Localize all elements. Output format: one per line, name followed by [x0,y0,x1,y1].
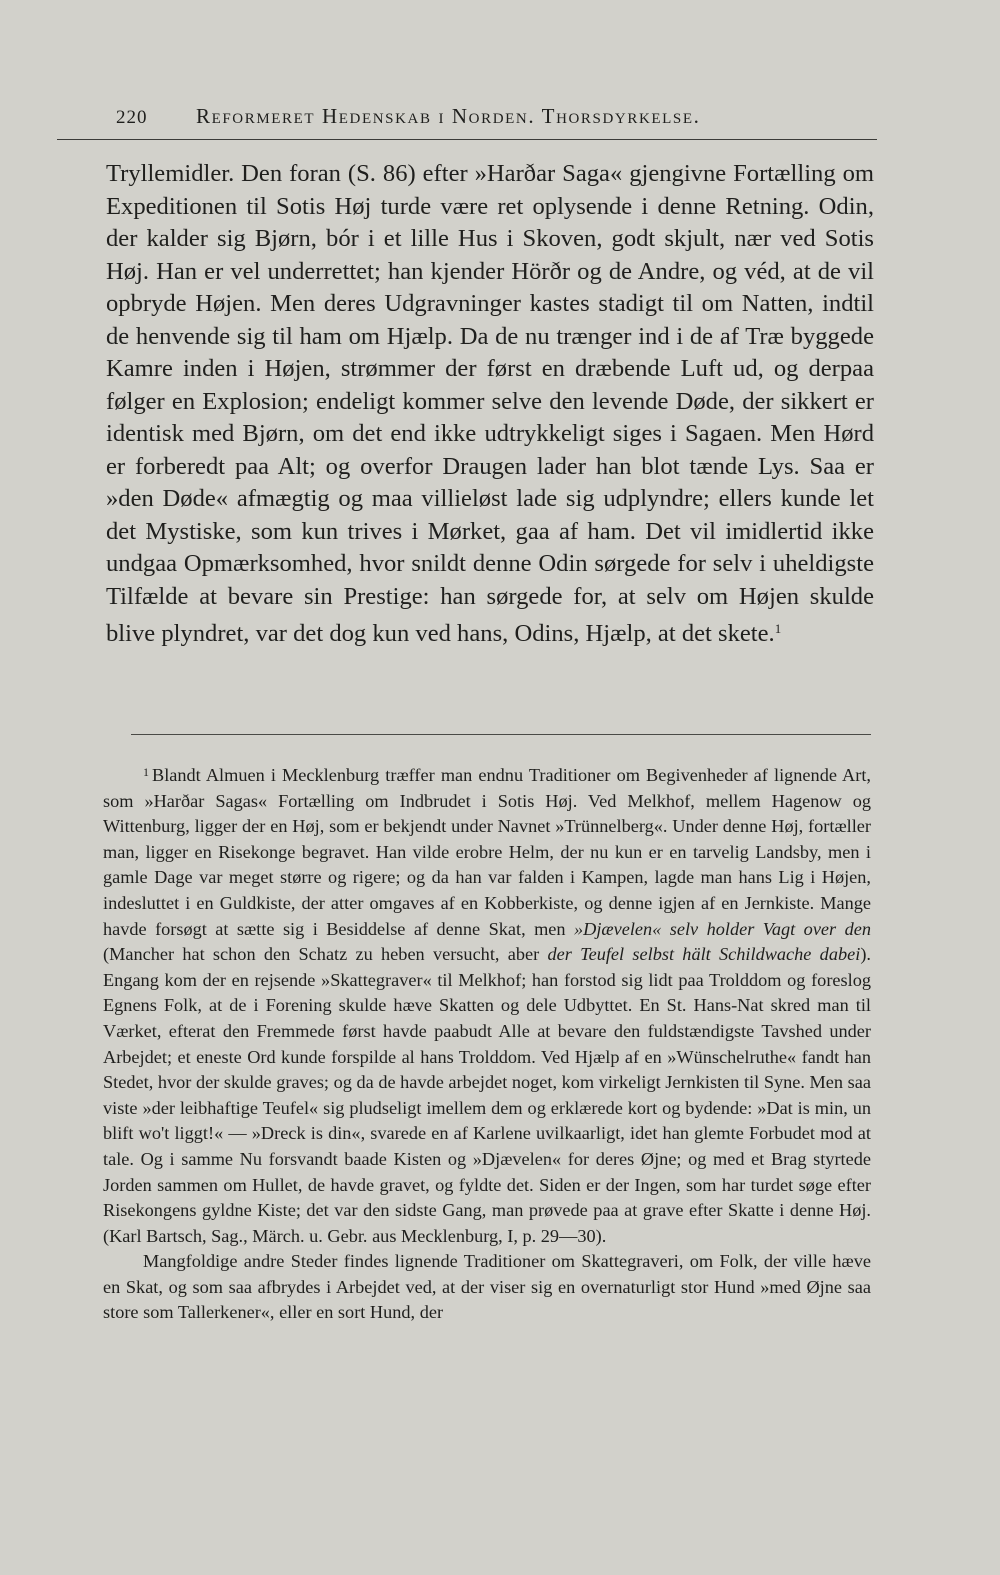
footnote-text-c: ). Engang kom der en rejsende »Skattegraver« til Melkhof; han forstod sig lidt paa Trolddom og foreslog Egnens Folk, at de i Forening skulde hæve Skatten og dele Udbyttet. En St. Hans-Nat skred man til Værket, efterat den Fremmede først havde paabudt Alle at bevare den fuldstændigste Tavshed under Arbejdet; et eneste Ord kunde forspilde al hans Trolddom. Ved Hjælp af en »Wünschelruthe« fandt han Stedet, hvor der skulde graves; og da de havde arbejdet noget, kom virkeligt Jernkisten til Syne. Men saa viste »der leibhaftige Teufel« sig pludseligt imellem dem og erklærede kort og bydende: »Dat is min, un blift wo't liggt!« — »Dreck is din«, svarede en af Karlene uvilkaarligt, idet han glemte Forbudet mod at tale. Og i samme Nu forsvandt baade Kisten og »Djævelen« for deres Øjne; og med et Brag styrtede Jorden sammen om Hullet, de havde gravet, og fyldte det. Siden er der Ingen, som har turdet søge efter Risekongens gyldne Kiste; det var den sidste Gang, man prøvede paa at grave efter Skatte i denne Høj. (Karl Bartsch, Sag., Märch. u. Gebr. aus Mecklenburg, I, p. 29—30). [103,944,871,1246]
body-paragraph [106,158,874,651]
page-header [108,100,878,140]
page-number: 220 [116,107,148,128]
header-rule [57,139,877,140]
footnote-italic-german: der Teufel selbst hält Schildwache dabei [547,944,861,965]
footnote-marker: 1 [143,765,149,779]
running-title: Reformeret Hedenskab i Norden. Thorsdyrkelse. [196,104,701,128]
footnote-text-a: Blandt Almuen i Mecklenburg træffer man endnu Traditioner om Begivenheder af lignende Art, som »Harðar Sagas« Fortælling om Indbrudet i Sotis Høj. Ved Melkhof, mellem Hagenow og Wittenburg, ligger der en Høj, som er bekjendt under Navnet »Trünnelberg«. Under denne Høj, fortæller man, ligger en Risekonge begravet. Han vilde erobre Helm, der nu kun er en tarvelig Landsby, men i gamle Dage var meget større og rigere; og da han var falden i Kampen, lagde man hans Lig i Højen, indesluttet i en Guldkiste, der atter omgaves af en Kobberkiste, og denne igjen af en Jernkiste. Mange havde forsøgt at sætte sig i Besiddelse af denne Skat, men [103,765,871,939]
footnote-reference: 1 [774,621,782,636]
footnote-continuation: Mangfoldige andre Steder findes lignende Traditioner om Skattegraveri, om Folk, der ville hæve en Skat, og som saa afbrydes i Arbejdet ved, at der viser sig en overnaturligt stor Hund »med Øjne saa store som Tallerkener«, eller en sort Hund, der [103,1251,871,1323]
footnotes [103,760,871,1326]
footnote-rule [131,734,871,735]
footnote-1 [103,760,871,1249]
main-text [106,158,874,651]
footnote-italic-danish: »Djævelen« selv holder Vagt over den [573,918,871,939]
body-paragraph-text: Tryllemidler. Den foran (S. 86) efter »Harðar Saga« gjengivne Fortælling om Expeditionen til Sotis Høj turde være ret oplysende i denne Retning. Odin, der kalder sig Bjørn, bór i et lille Hus i Skoven, godt skjult, nær ved Sotis Høj. Han er vel underrettet; han kjender Hörðr og de Andre, og véd, at de vil opbryde Højen. Men deres Udgravninger kastes stadigt til om Natten, indtil de henvende sig til ham om Hjælp. Da de nu trænger ind i de af Træ byggede Kamre inden i Højen, strømmer der først en dræbende Luft ud, og derpaa følger en Explosion; endeligt kommer selve den levende Døde, der sikkert er identisk med Bjørn, om det end ikke udtrykkeligt siges i Sagaen. Men Hørd er forberedt paa Alt; og overfor Draugen lader han blot tænde Lys. Saa er »den Døde« afmægtig og maa villieløst lade sig udplyndre; ellers kunde let det Mystiske, som kun trives i Mørket, gaa af ham. Det vil imidlertid ikke undgaa Opmærksomhed, hvor snildt denne Odin sørgede for selv i uheldigste Tilfælde at bevare sin Prestige: han sørgede for, at selv om Højen skulde blive plyndret, var det dog kun ved hans, Odins, Hjælp, at det skete. [106,160,874,647]
footnote-text-b: (Mancher hat schon den Schatz zu heben versucht, aber [103,944,548,965]
